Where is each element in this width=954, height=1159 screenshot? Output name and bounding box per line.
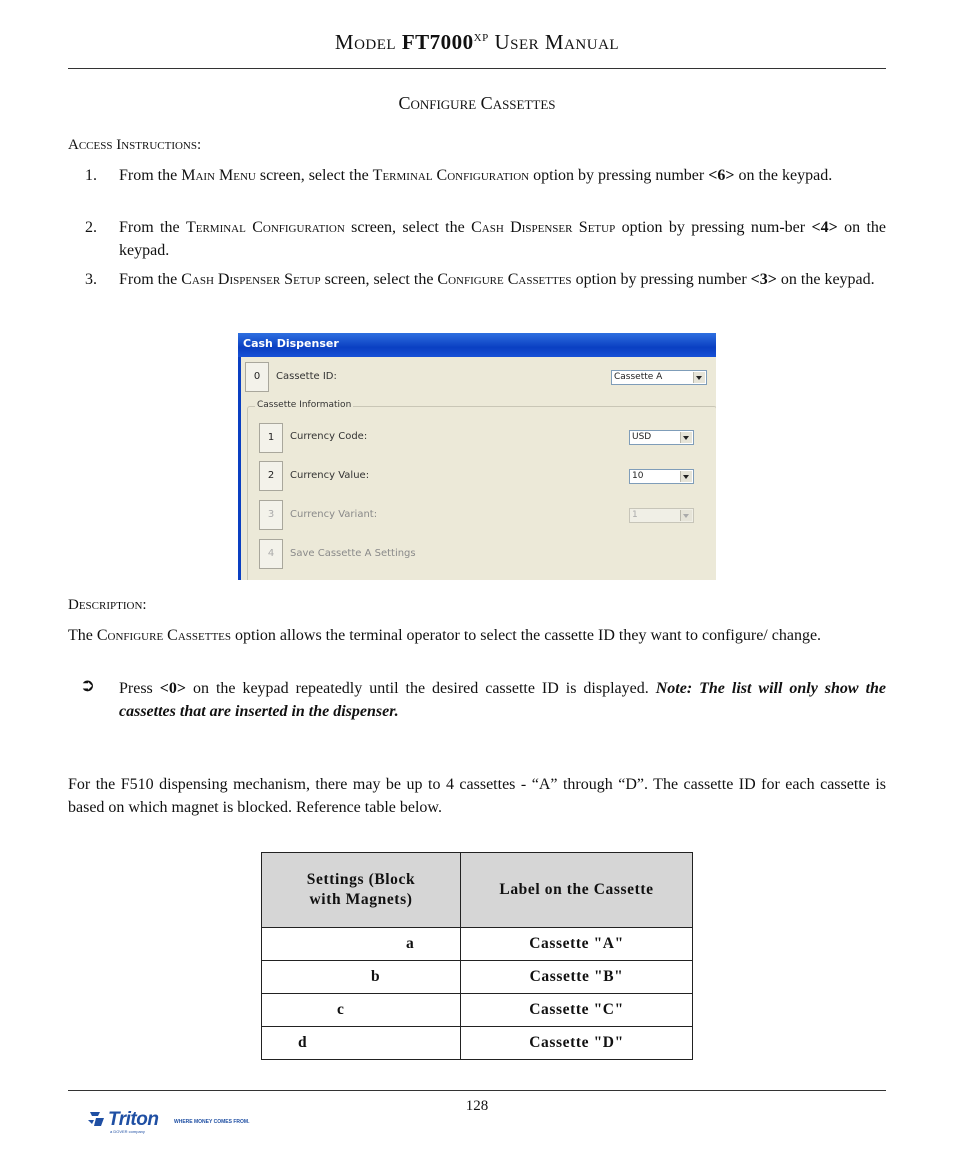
cassette-id-label: Cassette ID: bbox=[276, 371, 337, 382]
save-settings-key-button[interactable]: 4 bbox=[259, 539, 283, 569]
cash-dispenser-dialog bbox=[238, 333, 716, 580]
description-bullet: Press <0> on the keypad repeatedly until the desired cassette ID is displayed. Note: The list will only show the cassettes that are inserted in the dispenser. bbox=[119, 680, 887, 720]
chevron-down-icon bbox=[680, 432, 692, 443]
triton-logo bbox=[88, 1108, 258, 1141]
cassette-id-key-button[interactable]: 0 bbox=[245, 362, 269, 392]
table-row bbox=[262, 1027, 693, 1060]
cassette-id-select[interactable] bbox=[611, 370, 707, 385]
step-number: 2. bbox=[85, 219, 97, 236]
header-model-number: FT7000 bbox=[401, 30, 474, 54]
dialog-title-bar: Cash Dispenser bbox=[238, 333, 716, 357]
table-cell-label: Cassette "B" bbox=[461, 961, 693, 994]
table-cell-setting: c bbox=[262, 994, 461, 1027]
table-cell-label: Cassette "D" bbox=[461, 1027, 693, 1060]
save-settings-label: Save Cassette A Settings bbox=[290, 548, 416, 559]
table-row bbox=[262, 961, 693, 994]
dialog-left-border bbox=[238, 357, 241, 580]
table-row bbox=[262, 928, 693, 961]
arrow-bullet-icon: ➲ bbox=[80, 675, 96, 696]
header-rule bbox=[68, 68, 886, 69]
chevron-down-icon bbox=[680, 471, 692, 482]
currency-code-value: USD bbox=[632, 432, 652, 442]
access-heading: Access Instructions: bbox=[68, 137, 202, 153]
table-row bbox=[262, 994, 693, 1027]
table-header-label: Label on the Cassette bbox=[461, 853, 693, 928]
cassette-info-group-label: Cassette Information bbox=[257, 400, 352, 410]
access-step-3: 3. From the Cash Dispenser Setup screen, select the Configure Cassettes option by pressing number <3> on the keypad. bbox=[68, 268, 886, 291]
currency-code-select[interactable] bbox=[629, 430, 694, 445]
description-paragraph-1: The Configure Cassettes option allows the terminal operator to select the cassette ID they want to configure/ change. bbox=[68, 627, 822, 644]
page-number: 128 bbox=[465, 1098, 489, 1114]
currency-value-select[interactable] bbox=[629, 469, 694, 484]
table-cell-setting: a bbox=[262, 928, 461, 961]
cassette-reference-table bbox=[261, 852, 693, 1060]
step-number: 1. bbox=[85, 167, 97, 184]
header-manual-words: User Manual bbox=[494, 30, 620, 54]
table-header-settings: Settings (Block with Magnets) bbox=[262, 853, 461, 928]
header-model-sup: XP bbox=[473, 32, 489, 44]
footer-rule bbox=[68, 1090, 886, 1091]
access-step-1: 1. From the Main Menu screen, select the Terminal Configuration option by pressing number <6> on the keypad. bbox=[68, 164, 886, 187]
cassette-id-value: Cassette A bbox=[614, 372, 663, 382]
access-step-2: 2. From the Terminal Configuration screen, select the Cash Dispenser Setup option by pressing num-ber <4> on the keypad. bbox=[68, 216, 886, 262]
currency-value-label: Currency Value: bbox=[290, 470, 370, 481]
table-cell-label: Cassette "C" bbox=[461, 994, 693, 1027]
currency-value-key-button[interactable]: 2 bbox=[259, 461, 283, 491]
step-number: 3. bbox=[85, 271, 97, 288]
page-header bbox=[0, 30, 954, 55]
currency-code-key-button[interactable]: 1 bbox=[259, 423, 283, 453]
section-title: Configure Cassettes bbox=[398, 93, 556, 113]
table-cell-setting: b bbox=[262, 961, 461, 994]
currency-variant-select[interactable] bbox=[629, 508, 694, 523]
table-cell-setting: d bbox=[262, 1027, 461, 1060]
chevron-down-icon bbox=[680, 510, 692, 521]
logo-wordmark: Triton bbox=[108, 1109, 159, 1130]
table-cell-label: Cassette "A" bbox=[461, 928, 693, 961]
currency-variant-value: 1 bbox=[632, 510, 638, 520]
currency-variant-key-button[interactable]: 3 bbox=[259, 500, 283, 530]
currency-code-label: Currency Code: bbox=[290, 431, 368, 442]
logo-subtag: a DOVER company bbox=[110, 1129, 145, 1134]
header-model-word: Model bbox=[334, 30, 397, 54]
description-paragraph-2: For the F510 dispensing mechanism, there may be up to 4 cassettes - “A” through “D”. The cassette ID for each cassette is based on which magnet is blocked. Reference table below. bbox=[68, 776, 886, 816]
chevron-down-icon bbox=[693, 372, 705, 383]
currency-value-value: 10 bbox=[632, 471, 644, 481]
description-heading: Description: bbox=[68, 597, 147, 613]
currency-variant-label: Currency Variant: bbox=[290, 509, 378, 520]
logo-tagline: WHERE MONEY COMES FROM. bbox=[174, 1119, 250, 1125]
